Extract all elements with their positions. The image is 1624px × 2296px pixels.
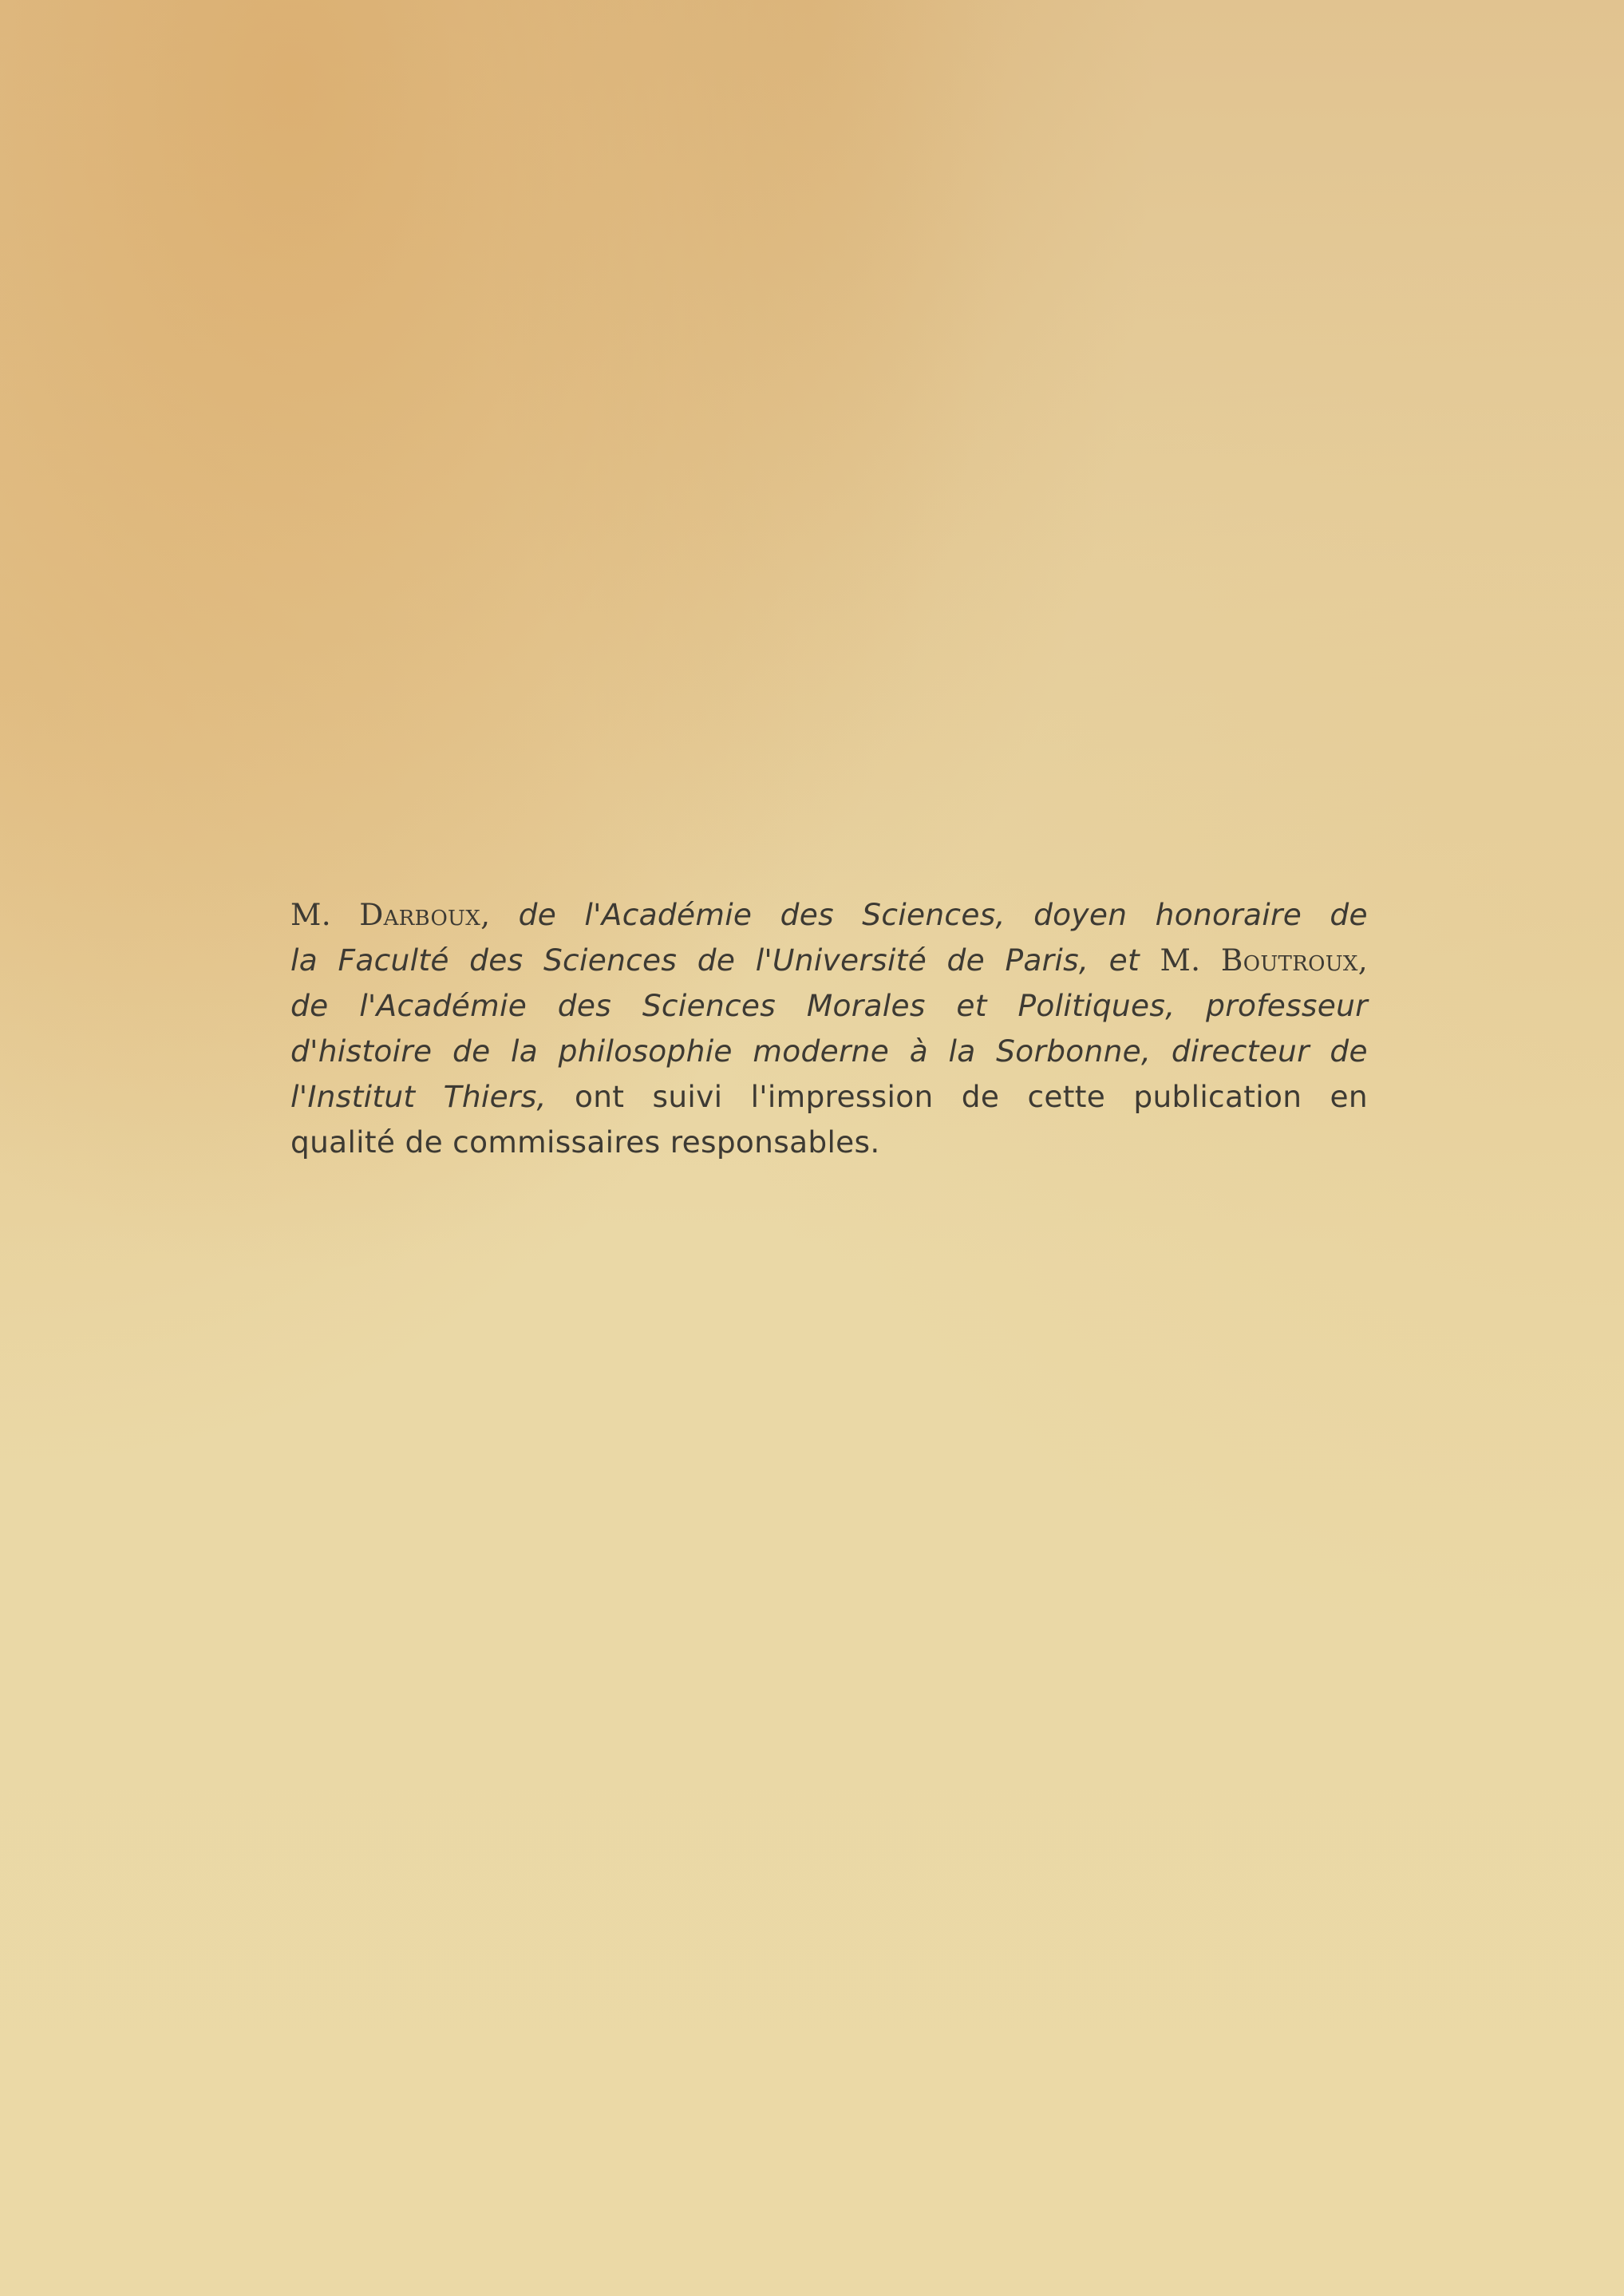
word: en — [1330, 1079, 1368, 1114]
paragraph-line-4 — [290, 1029, 1368, 1074]
word: doyen — [1033, 897, 1128, 932]
word: de — [452, 1033, 491, 1069]
name-darboux: Darboux, — [359, 897, 491, 932]
word: de — [290, 988, 329, 1023]
word: à — [909, 1033, 928, 1069]
word: Faculté — [338, 943, 449, 978]
word: honoraire — [1155, 897, 1302, 932]
word: et — [1108, 943, 1140, 978]
paragraph-line-1 — [290, 892, 1368, 938]
word: de — [946, 943, 986, 978]
word: ont — [574, 1079, 625, 1114]
word: la — [290, 943, 318, 978]
word: M. — [290, 897, 331, 932]
paragraph-line-2 — [290, 938, 1368, 983]
word: l'Académie — [584, 897, 753, 932]
paragraph-line-3 — [290, 983, 1368, 1029]
word: Thiers, — [443, 1079, 547, 1114]
paragraph-line-6: qualité de commissaires responsables. — [290, 1124, 880, 1160]
word: la — [948, 1033, 976, 1069]
word: et — [956, 988, 987, 1023]
word: philosophie — [558, 1033, 733, 1069]
word: de — [961, 1079, 1000, 1114]
word: Sorbonne, — [996, 1033, 1152, 1069]
commissioners-paragraph — [290, 892, 1368, 1165]
word: l'Institut — [290, 1079, 416, 1114]
paragraph-line-5 — [290, 1074, 1368, 1120]
word: la — [511, 1033, 539, 1069]
word: Politiques, — [1017, 988, 1176, 1023]
word: suivi — [652, 1079, 723, 1114]
word: de — [1330, 1033, 1368, 1069]
word: Sciences — [642, 988, 776, 1023]
word: professeur — [1206, 988, 1368, 1023]
word: de — [518, 897, 557, 932]
word: cette — [1027, 1079, 1106, 1114]
word: l'Université — [755, 943, 927, 978]
word: de — [697, 943, 736, 978]
word: directeur — [1171, 1033, 1310, 1069]
word: des — [557, 988, 612, 1023]
word: des — [780, 897, 834, 932]
word: Paris, — [1005, 943, 1089, 978]
word: des — [469, 943, 524, 978]
word: de — [1330, 897, 1368, 932]
word: l'Académie — [359, 988, 528, 1023]
word: Sciences — [543, 943, 678, 978]
word: moderne — [753, 1033, 890, 1069]
word: publication — [1133, 1079, 1302, 1114]
name-boutroux: Boutroux, — [1220, 943, 1368, 978]
word: Morales — [806, 988, 926, 1023]
word: M. — [1160, 943, 1201, 978]
word: Sciences, — [862, 897, 1006, 932]
word: l'impression — [750, 1079, 934, 1114]
word: d'histoire — [290, 1033, 433, 1069]
